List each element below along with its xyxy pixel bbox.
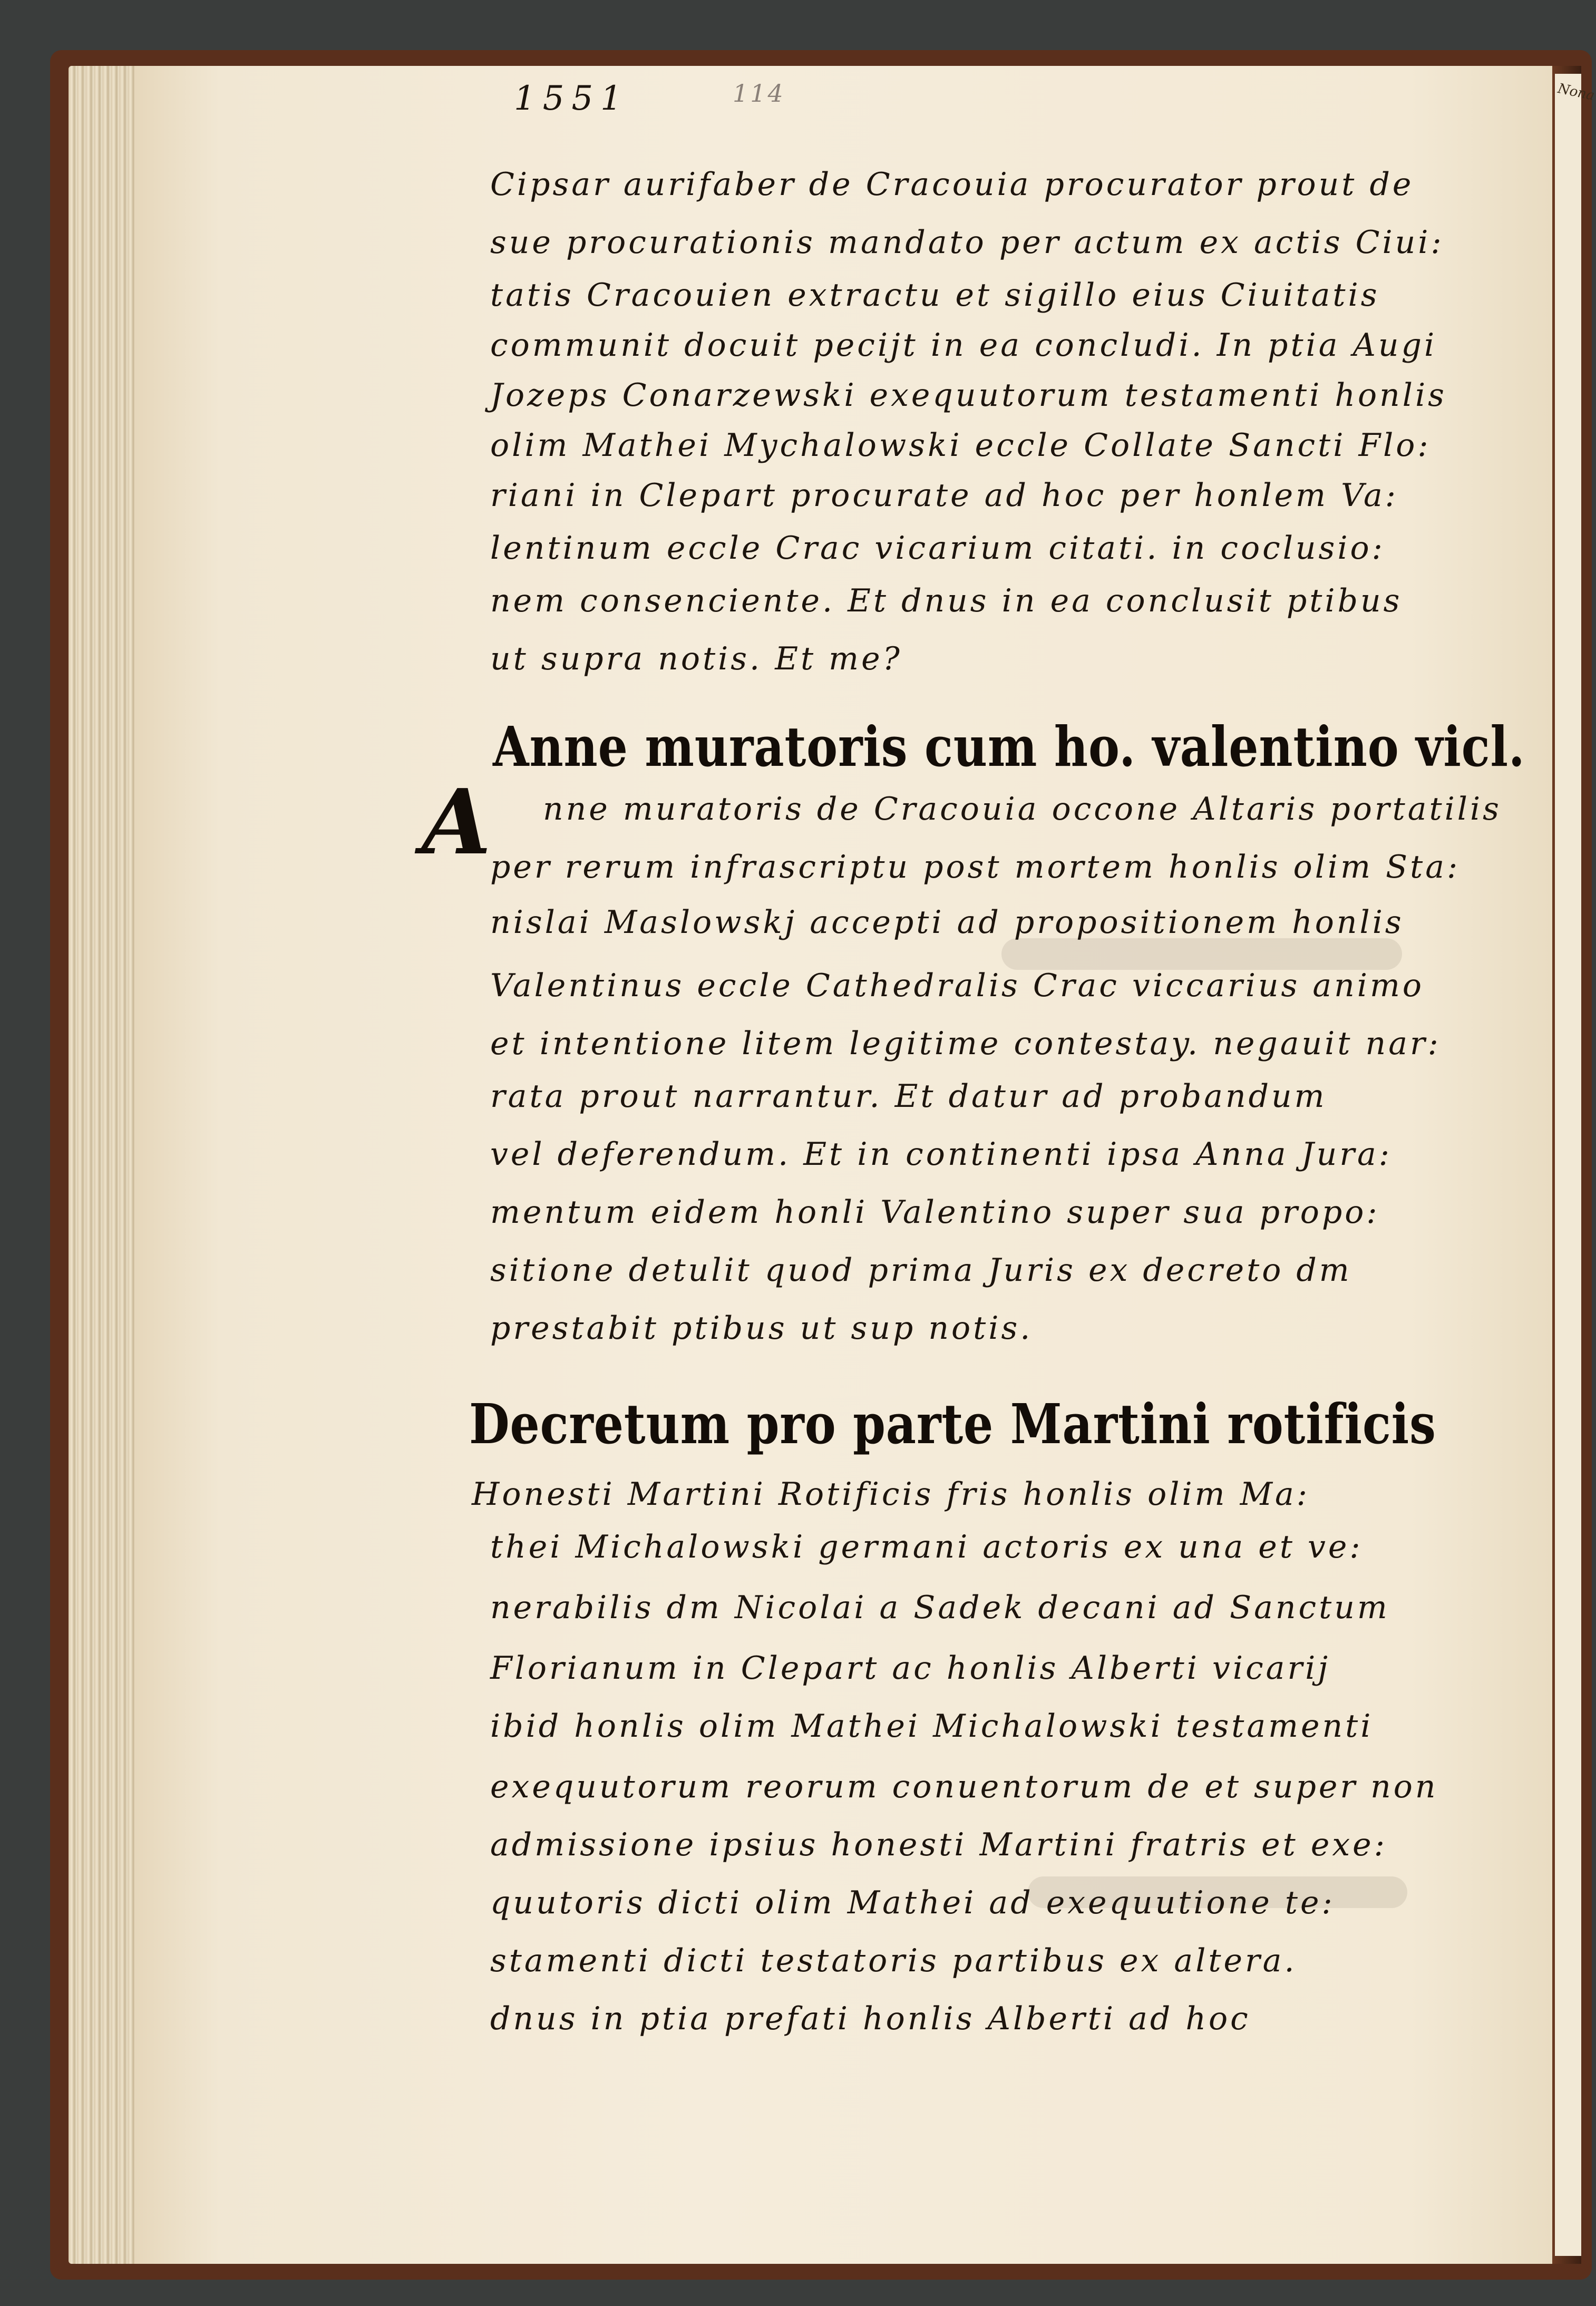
- text-line: sue procurationis mandato per actum ex actis Ciui:: [490, 224, 1444, 261]
- facing-leaf-edge: [1555, 74, 1581, 2256]
- text-line: per rerum infrascriptu post mortem honlis olim Sta:: [490, 849, 1461, 886]
- text-line: et intentione litem legitime contestay. negauit nar:: [490, 1025, 1441, 1062]
- text-line: lentinum eccle Crac vicarium citati. in coclusio:: [490, 530, 1385, 567]
- pencil-folio-number: 114: [733, 79, 785, 108]
- text-line: nerabilis dm Nicolai a Sadek decani ad Sanctum: [490, 1589, 1390, 1626]
- text-line: communit docuit pecijt in ea concludi. In ptia Augi: [490, 327, 1437, 364]
- text-line: vel deferendum. Et in continenti ipsa Anna Jura:: [490, 1136, 1392, 1173]
- decorated-initial: A: [422, 770, 491, 875]
- text-line: Florianum in Clepart ac honlis Alberti vicarij: [490, 1650, 1330, 1687]
- text-line: nne muratoris de Cracouia occone Altaris portatilis: [543, 791, 1502, 828]
- text-line: dnus in ptia prefati honlis Alberti ad hoc: [490, 2000, 1251, 2037]
- text-line: prestabit ptibus ut sup notis.: [490, 1310, 1033, 1347]
- text-line: Jozeps Conarzewski exequutorum testamenti honlis: [490, 377, 1447, 414]
- text-line: ibid honlis olim Mathei Michalowski testamenti: [490, 1708, 1374, 1745]
- text-line: stamenti dicti testatoris partibus ex altera.: [490, 1942, 1297, 1979]
- text-line: sitione detulit quod prima Juris ex decreto dm: [490, 1252, 1352, 1289]
- text-line: admissione ipsius honesti Martini fratris et exe:: [490, 1826, 1387, 1863]
- entry-heading: Anne muratoris cum ho. valentino vicl.: [493, 714, 1525, 779]
- facing-leaf-note: Nona: [1556, 80, 1596, 104]
- text-line: rata prout narrantur. Et datur ad probandum: [490, 1078, 1327, 1115]
- text-line: Valentinus eccle Cathedralis Crac viccarius animo: [490, 967, 1425, 1004]
- text-line: quutoris dicti olim Mathei ad exequutione te:: [490, 1884, 1335, 1921]
- text-line: Cipsar aurifaber de Cracouia procurator prout de: [490, 166, 1414, 203]
- folio-number: 1551: [514, 79, 629, 118]
- text-line: nem consenciente. Et dnus in ea conclusit ptibus: [490, 582, 1403, 619]
- text-line: thei Michalowski germani actoris ex una et ve:: [490, 1529, 1363, 1565]
- text-line: olim Mathei Mychalowski eccle Collate Sancti Flo:: [490, 427, 1431, 464]
- text-line: mentum eidem honli Valentino super sua propo:: [490, 1194, 1380, 1231]
- entry-heading: Decretum pro parte Martini rotificis: [469, 1392, 1436, 1456]
- text-line: riani in Clepart procurate ad hoc per honlem Va:: [490, 477, 1398, 514]
- text-line: tatis Cracouien extractu et sigillo eius Ciuitatis: [490, 277, 1380, 314]
- bleed-through-mark: [1001, 938, 1402, 970]
- text-line: nislai Maslowskj accepti ad propositionem honlis: [490, 904, 1404, 941]
- text-line: ut supra notis. Et me?: [490, 640, 902, 677]
- text-line: exequutorum reorum conuentorum de et super non: [490, 1768, 1438, 1805]
- text-line: Honesti Martini Rotificis fris honlis olim Ma:: [472, 1476, 1310, 1513]
